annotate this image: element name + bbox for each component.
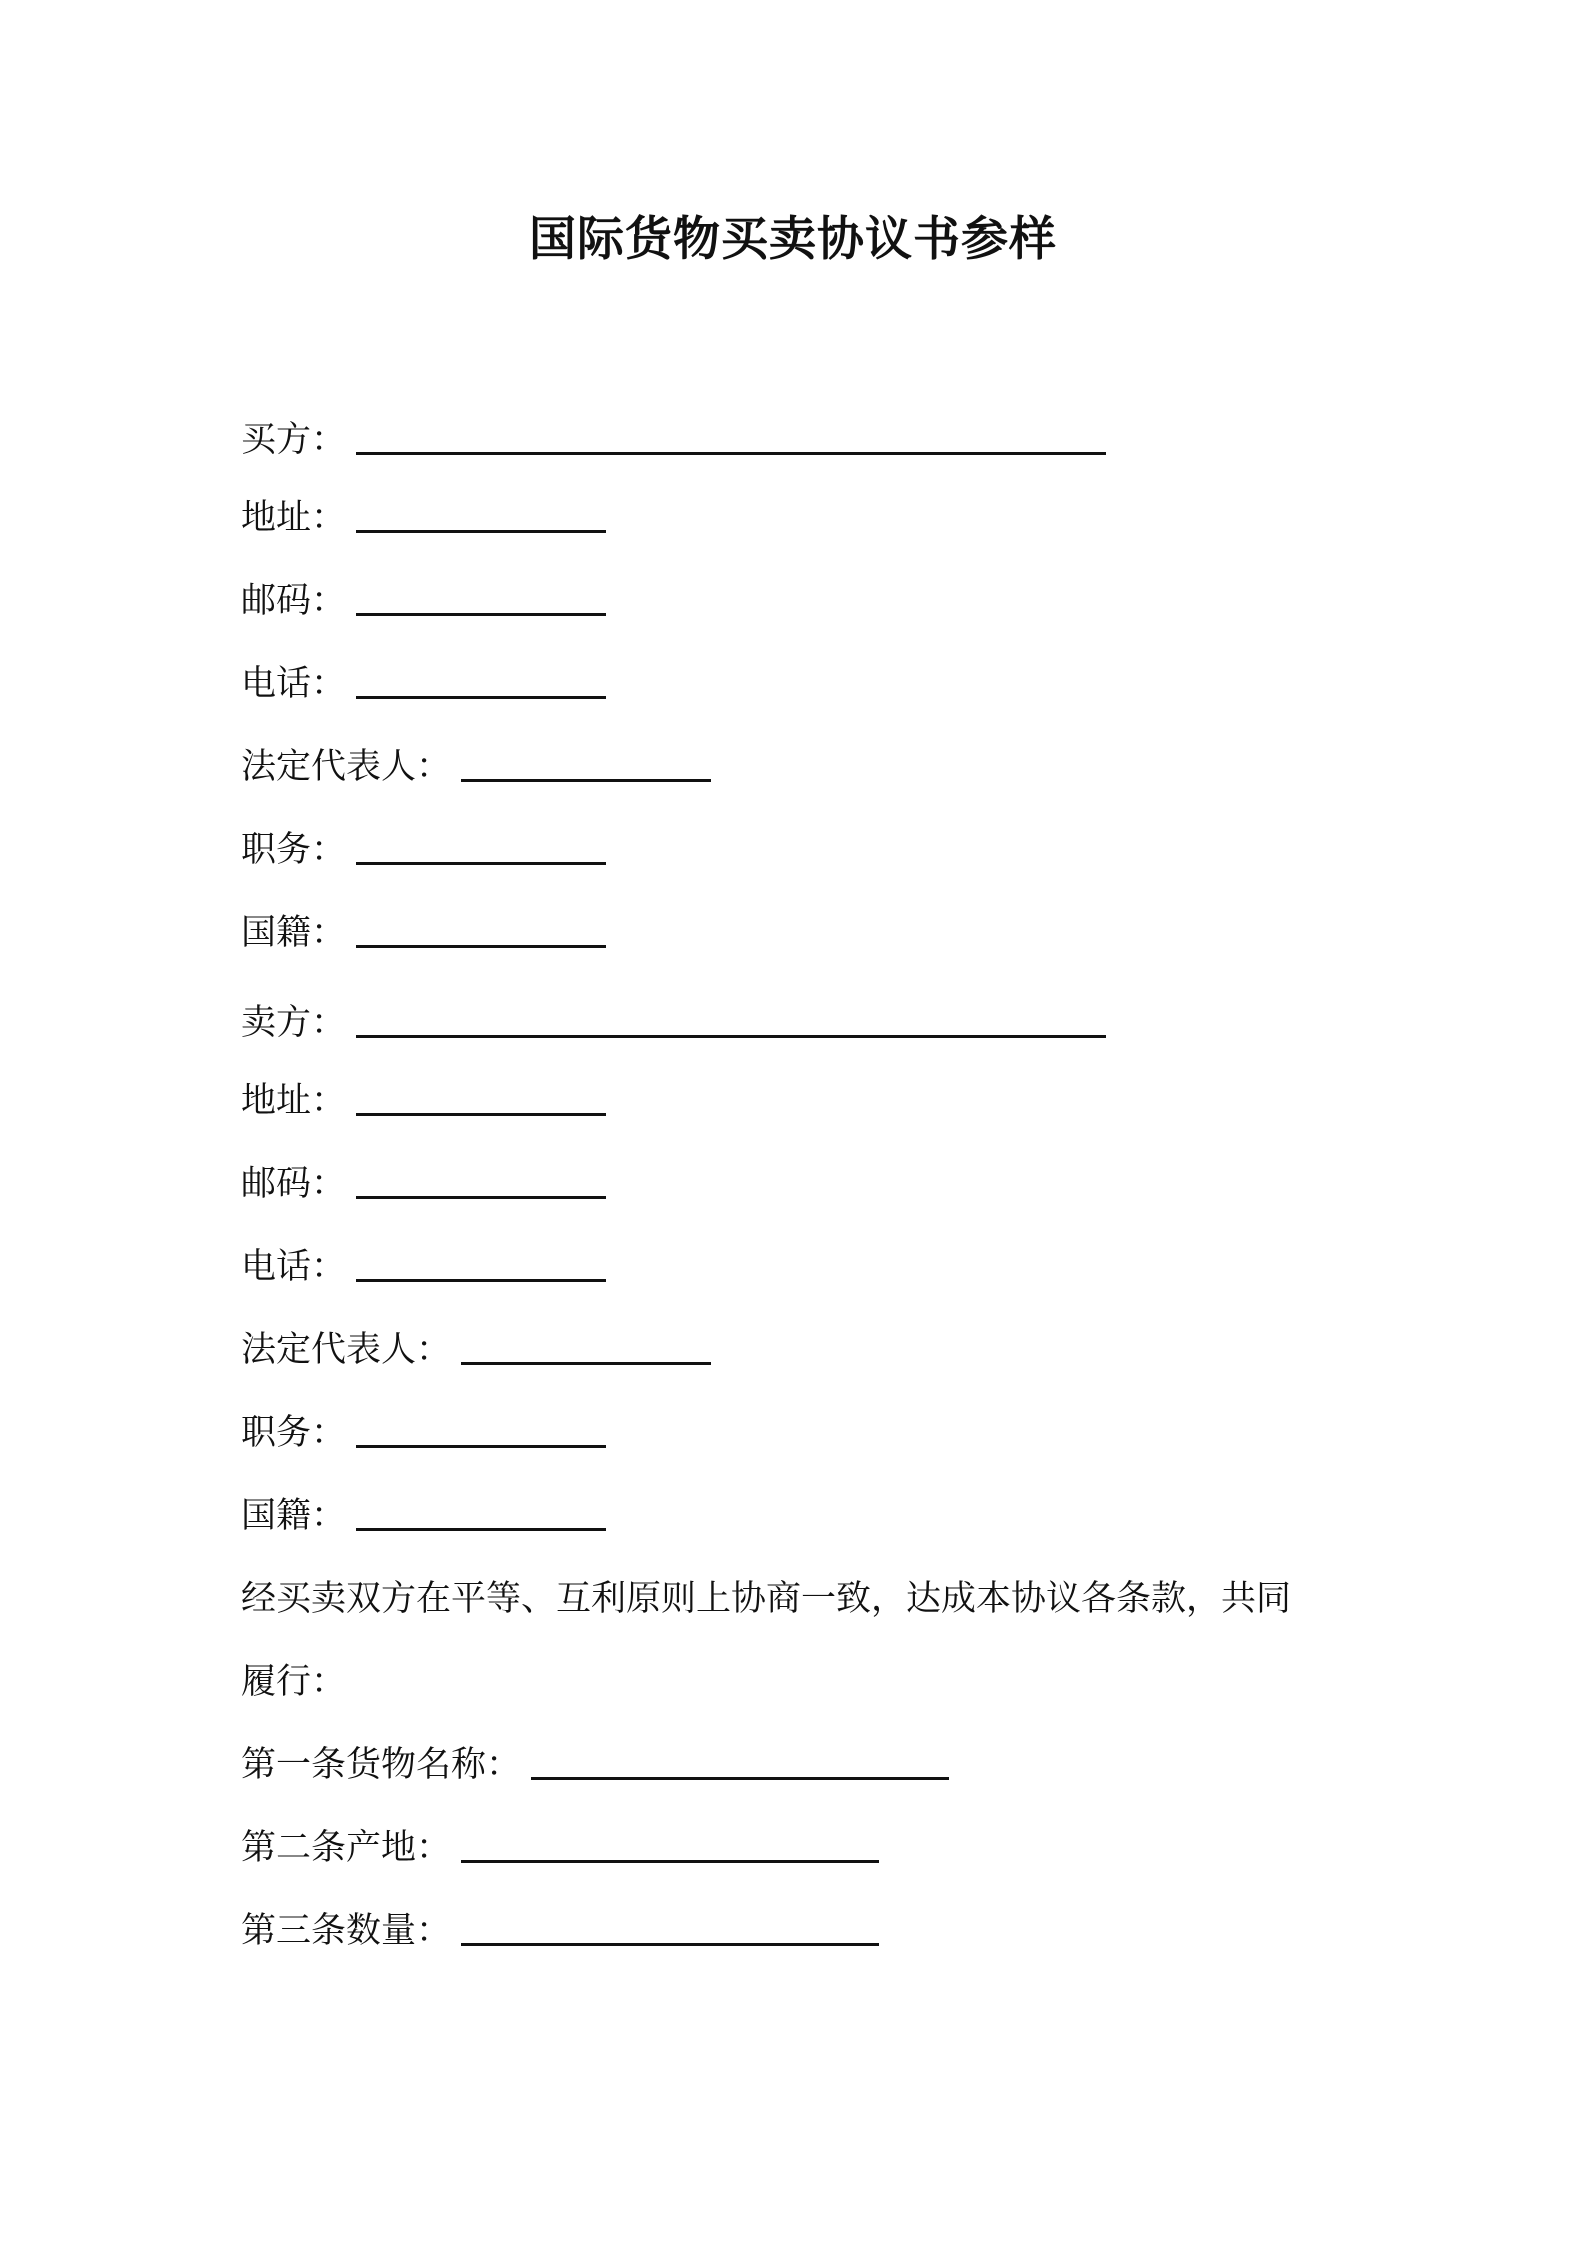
seller-legal-rep-blank[interactable] bbox=[461, 1360, 711, 1365]
buyer-address-label: 地址： bbox=[241, 498, 347, 538]
seller-legal-rep-line bbox=[241, 1325, 711, 1375]
buyer-party-line bbox=[241, 415, 1106, 465]
seller-position-label: 职务： bbox=[241, 1413, 347, 1453]
seller-postcode-label: 邮码： bbox=[241, 1164, 347, 1204]
seller-position-blank[interactable] bbox=[356, 1443, 606, 1448]
seller-position-line bbox=[241, 1408, 606, 1458]
seller-address-blank[interactable] bbox=[356, 1111, 606, 1116]
article-3-label: 第三条数量： bbox=[241, 1911, 452, 1951]
seller-nationality-blank[interactable] bbox=[356, 1526, 606, 1531]
article-3-line bbox=[241, 1906, 879, 1956]
buyer-nationality-line bbox=[241, 908, 606, 958]
seller-nationality-label: 国籍： bbox=[241, 1496, 347, 1536]
buyer-party-label: 买方： bbox=[241, 420, 347, 460]
document-title: 国际货物买卖协议书参样 bbox=[529, 212, 1057, 267]
seller-postcode-blank[interactable] bbox=[356, 1194, 606, 1199]
buyer-position-blank[interactable] bbox=[356, 860, 606, 865]
buyer-postcode-label: 邮码： bbox=[241, 581, 347, 621]
buyer-legal-rep-blank[interactable] bbox=[461, 777, 711, 782]
buyer-address-line bbox=[241, 493, 606, 543]
seller-phone-blank[interactable] bbox=[356, 1277, 606, 1282]
article-3-blank[interactable] bbox=[461, 1941, 879, 1946]
seller-address-label: 地址： bbox=[241, 1081, 347, 1121]
buyer-nationality-label: 国籍： bbox=[241, 913, 347, 953]
buyer-postcode-line bbox=[241, 576, 606, 626]
buyer-legal-rep-label: 法定代表人： bbox=[241, 747, 452, 787]
buyer-position-line bbox=[241, 825, 606, 875]
buyer-phone-blank[interactable] bbox=[356, 694, 606, 699]
seller-postcode-line bbox=[241, 1159, 606, 1209]
article-2-label: 第二条产地： bbox=[241, 1828, 452, 1868]
article-2-line bbox=[241, 1823, 879, 1873]
buyer-postcode-blank[interactable] bbox=[356, 611, 606, 616]
article-2-blank[interactable] bbox=[461, 1858, 879, 1863]
article-1-label: 第一条货物名称： bbox=[241, 1745, 522, 1785]
buyer-nationality-blank[interactable] bbox=[356, 943, 606, 948]
buyer-legal-rep-line bbox=[241, 742, 711, 792]
seller-phone-line bbox=[241, 1242, 606, 1292]
seller-address-line bbox=[241, 1076, 606, 1126]
seller-party-blank[interactable] bbox=[356, 1033, 1106, 1038]
article-1-blank[interactable] bbox=[531, 1775, 949, 1780]
preamble-line-1: 经买卖双方在平等、互利原则上协商一致，达成本协议各条款，共同 bbox=[241, 1579, 1292, 1619]
buyer-position-label: 职务： bbox=[241, 830, 347, 870]
seller-party-label: 卖方： bbox=[241, 1003, 347, 1043]
buyer-party-blank[interactable] bbox=[356, 450, 1106, 455]
seller-party-line bbox=[241, 998, 1106, 1048]
buyer-phone-label: 电话： bbox=[241, 664, 347, 704]
buyer-phone-line bbox=[241, 659, 606, 709]
seller-nationality-line bbox=[241, 1491, 606, 1541]
buyer-address-blank[interactable] bbox=[356, 528, 606, 533]
article-1-line bbox=[241, 1740, 949, 1790]
seller-legal-rep-label: 法定代表人： bbox=[241, 1330, 452, 1370]
preamble-line-2: 履行： bbox=[241, 1662, 347, 1702]
seller-phone-label: 电话： bbox=[241, 1247, 347, 1287]
